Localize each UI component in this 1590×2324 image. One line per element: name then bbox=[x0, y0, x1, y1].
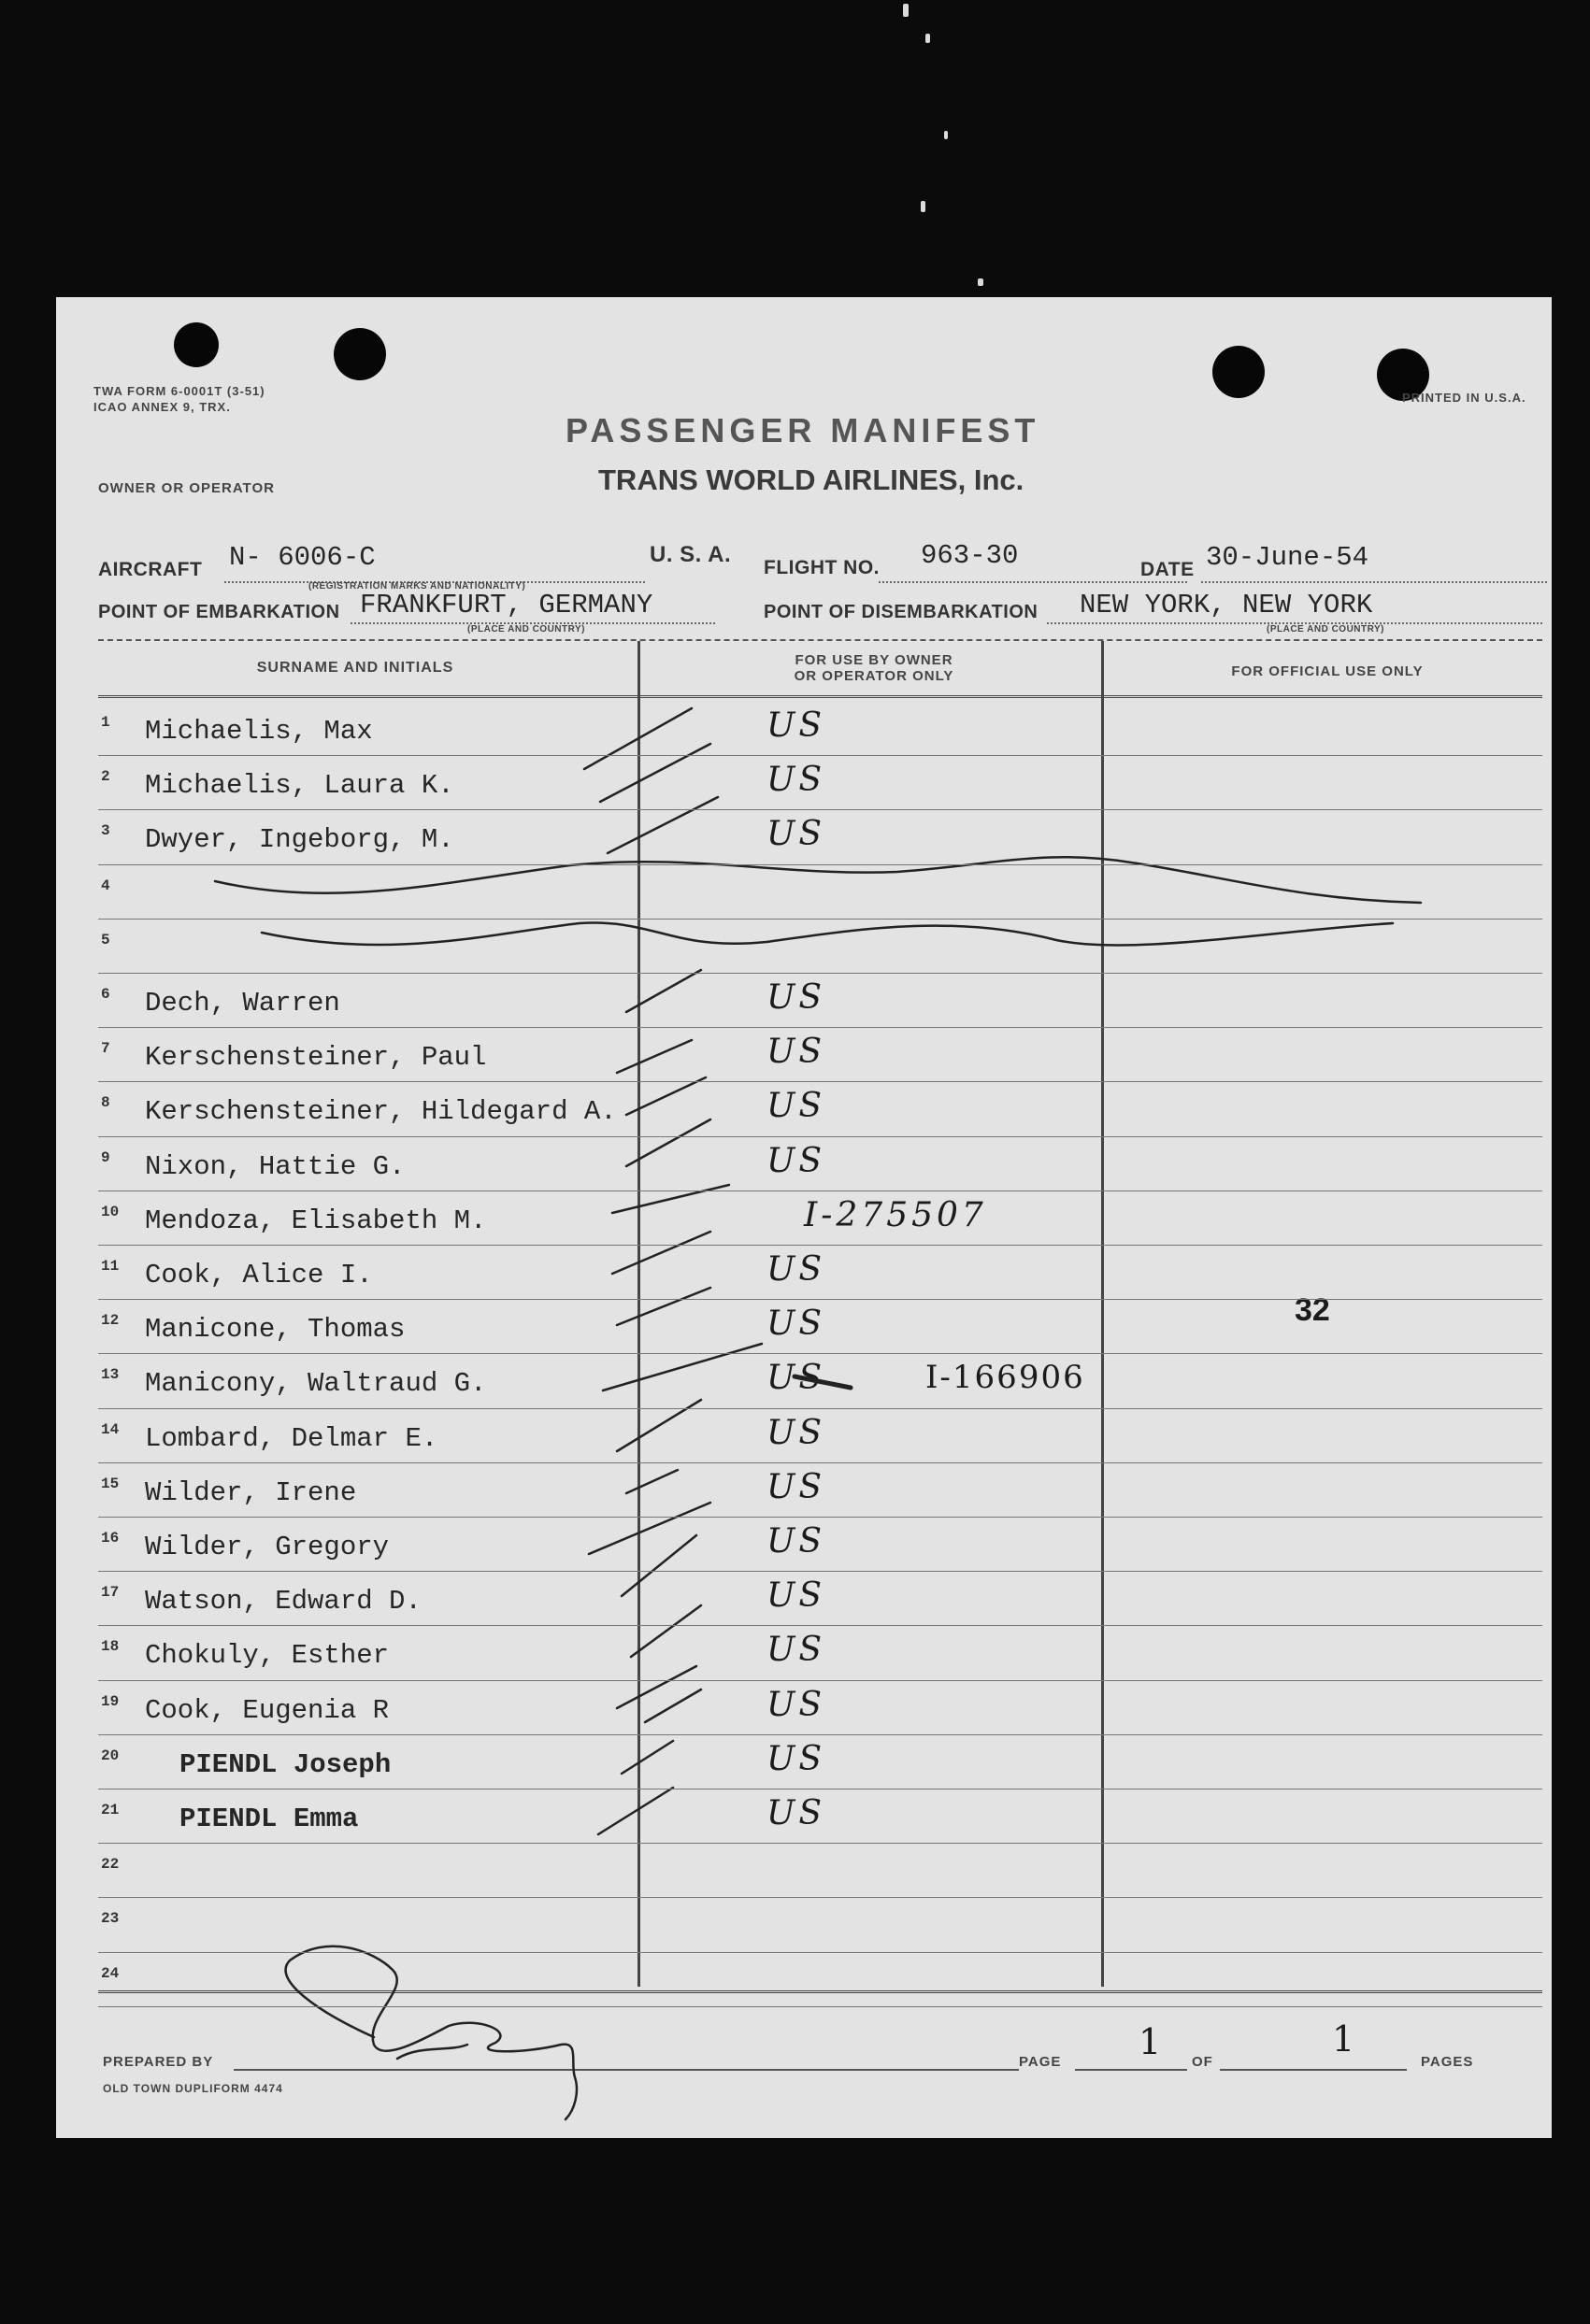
passenger-name: Kerschensteiner, Paul bbox=[145, 1042, 487, 1074]
check-mark bbox=[598, 1788, 673, 1834]
passenger-name: Manicony, Waltraud G. bbox=[145, 1368, 487, 1400]
row-rule bbox=[98, 1680, 1542, 1681]
check-mark bbox=[603, 1344, 762, 1390]
row-number: 19 bbox=[101, 1692, 120, 1710]
date-value: 30-June-54 bbox=[1206, 542, 1369, 573]
strike-line-row-5 bbox=[262, 923, 1393, 946]
row-number: 24 bbox=[101, 1964, 120, 1982]
operator-code: US bbox=[766, 815, 826, 854]
row-rule bbox=[98, 1571, 1542, 1572]
printed-in: PRINTED IN U.S.A. bbox=[1402, 391, 1526, 405]
column-header-owner-2: OR OPERATOR ONLY bbox=[794, 668, 954, 684]
row-number: 20 bbox=[101, 1747, 120, 1764]
disembarkation-label: POINT OF DISEMBARKATION bbox=[764, 602, 1039, 622]
row-rule bbox=[98, 1027, 1542, 1028]
column-header-official: FOR OFFICIAL USE ONLY bbox=[1231, 663, 1424, 679]
passenger-name: Cook, Alice I. bbox=[145, 1260, 373, 1290]
row-number: 18 bbox=[101, 1638, 120, 1656]
passenger-name: Nixon, Hattie G. bbox=[145, 1150, 406, 1182]
operator-code: US bbox=[766, 1522, 826, 1561]
strike-over-us bbox=[795, 1376, 851, 1388]
passenger-name: Cook, Eugenia R bbox=[145, 1694, 390, 1726]
operator-code: US bbox=[766, 1087, 826, 1126]
row-number: 14 bbox=[101, 1420, 120, 1438]
column-header-owner-1: FOR USE BY OWNER bbox=[795, 652, 953, 668]
operator-code: US bbox=[766, 1141, 826, 1180]
check-mark bbox=[589, 1503, 710, 1554]
embarkation-caption: (PLACE AND COUNTRY) bbox=[467, 624, 585, 634]
check-mark bbox=[622, 1741, 673, 1774]
passenger-name: Manicone, Thomas bbox=[145, 1314, 406, 1346]
registration-caption: (REGISTRATION MARKS AND NATIONALITY) bbox=[308, 581, 526, 592]
passenger-name: Michaelis, Laura K. bbox=[145, 770, 454, 802]
row-number: 22 bbox=[101, 1856, 120, 1874]
page-label: PAGE bbox=[1019, 2054, 1062, 2070]
row-number: 16 bbox=[101, 1530, 120, 1547]
passenger-name: PIENDL Joseph bbox=[179, 1748, 392, 1780]
passenger-name: Kerschensteiner, Hildegard A. bbox=[145, 1096, 617, 1128]
nationality: U. S. A. bbox=[650, 542, 732, 567]
row-rule bbox=[98, 1843, 1542, 1844]
operator-code: US bbox=[766, 1739, 826, 1778]
row-number: 10 bbox=[101, 1203, 120, 1220]
operator-code: I-275507 bbox=[804, 1195, 987, 1234]
row-rule bbox=[98, 2006, 1542, 2007]
operator-code: US bbox=[766, 1033, 826, 1072]
row-number: 1 bbox=[101, 714, 110, 731]
check-mark bbox=[626, 1470, 678, 1493]
passenger-name: PIENDL Emma bbox=[179, 1804, 359, 1834]
check-mark bbox=[631, 1605, 701, 1657]
of-value: 1 bbox=[1332, 2018, 1355, 2060]
row-number: 12 bbox=[101, 1312, 120, 1330]
passenger-name: Wilder, Irene bbox=[145, 1476, 357, 1508]
check-mark bbox=[600, 744, 710, 802]
row-number: 7 bbox=[101, 1040, 110, 1058]
operator-code: US bbox=[766, 1794, 826, 1832]
check-mark bbox=[612, 1185, 729, 1213]
row-rule bbox=[98, 809, 1542, 810]
operator-code: US bbox=[766, 1576, 826, 1616]
airline-name: TRANS WORLD AIRLINES, Inc. bbox=[598, 463, 1024, 496]
operator-note: I-166906 bbox=[925, 1359, 1085, 1397]
prepared-by-label: PREPARED BY bbox=[103, 2054, 214, 2070]
row-number: 9 bbox=[101, 1148, 110, 1166]
date-label: DATE bbox=[1140, 559, 1195, 580]
check-mark bbox=[626, 1077, 706, 1115]
pages-label: PAGES bbox=[1421, 2054, 1474, 2070]
row-number: 3 bbox=[101, 822, 110, 840]
row-rule bbox=[98, 1299, 1542, 1300]
check-mark bbox=[626, 970, 701, 1012]
row-rule bbox=[98, 1952, 1542, 1953]
row-rule bbox=[98, 1625, 1542, 1626]
scan-mark bbox=[978, 278, 983, 286]
passenger-name: Lombard, Delmar E. bbox=[145, 1422, 438, 1454]
embarkation-value: FRANKFURT, GERMANY bbox=[360, 590, 653, 620]
flight-label: FLIGHT NO. bbox=[764, 557, 880, 578]
operator-code: US bbox=[766, 1359, 826, 1398]
check-mark bbox=[645, 1690, 701, 1722]
column-header-surname: SURNAME AND INITIALS bbox=[256, 660, 454, 676]
row-number: 17 bbox=[101, 1584, 120, 1602]
row-number: 13 bbox=[101, 1366, 120, 1384]
flight-value: 963-30 bbox=[921, 540, 1019, 571]
form-title: PASSENGER MANIFEST bbox=[566, 411, 1040, 449]
row-number: 6 bbox=[101, 986, 110, 1003]
row-number: 5 bbox=[101, 931, 110, 948]
signature bbox=[286, 1946, 577, 2119]
row-number: 8 bbox=[101, 1094, 110, 1112]
row-rule bbox=[98, 1462, 1542, 1463]
row-rule bbox=[98, 1408, 1542, 1409]
operator-code: US bbox=[766, 1631, 826, 1670]
row-rule bbox=[98, 864, 1542, 865]
check-mark bbox=[617, 1666, 696, 1708]
row-number: 4 bbox=[101, 877, 110, 894]
check-mark bbox=[612, 1232, 710, 1274]
passenger-name: Wilder, Gregory bbox=[145, 1532, 390, 1562]
check-mark bbox=[584, 708, 692, 769]
passenger-name: Mendoza, Elisabeth M. bbox=[145, 1205, 487, 1236]
scan-mark bbox=[925, 34, 930, 43]
passenger-name: Dech, Warren bbox=[145, 988, 340, 1019]
row-number: 2 bbox=[101, 768, 110, 786]
operator-code: US bbox=[766, 1305, 826, 1344]
scan-mark bbox=[944, 131, 948, 139]
check-mark bbox=[617, 1040, 692, 1073]
scan-mark bbox=[921, 201, 925, 212]
printer-imprint: OLD TOWN DUPLIFORM 4474 bbox=[103, 2082, 283, 2095]
form-id-line2: ICAO ANNEX 9, TRX. bbox=[93, 400, 231, 414]
check-mark bbox=[617, 1288, 710, 1325]
row-number: 23 bbox=[101, 1910, 120, 1928]
row-number: 11 bbox=[101, 1258, 120, 1275]
check-mark bbox=[626, 1119, 710, 1166]
disembarkation-caption: (PLACE AND COUNTRY) bbox=[1267, 624, 1384, 634]
operator-code: US bbox=[766, 1467, 826, 1506]
passenger-name: Chokuly, Esther bbox=[145, 1640, 390, 1672]
check-mark bbox=[622, 1535, 696, 1596]
row-rule bbox=[98, 973, 1542, 974]
operator-code: US bbox=[766, 1685, 826, 1724]
operator-code: US bbox=[766, 1250, 826, 1289]
row-rule bbox=[98, 1245, 1542, 1246]
owner-label: OWNER OR OPERATOR bbox=[98, 480, 275, 496]
aircraft-label: AIRCRAFT bbox=[98, 559, 203, 580]
row-rule bbox=[98, 1734, 1542, 1735]
row-rule bbox=[98, 919, 1542, 920]
operator-code: US bbox=[766, 706, 826, 745]
operator-code: US bbox=[766, 978, 826, 1017]
operator-code: US bbox=[766, 1413, 826, 1452]
row-rule bbox=[98, 1517, 1542, 1518]
scan-mark bbox=[903, 4, 909, 17]
embarkation-label: POINT OF EMBARKATION bbox=[98, 602, 340, 622]
operator-code: US bbox=[766, 761, 826, 800]
manifest-sheet bbox=[56, 297, 1552, 2138]
row-rule bbox=[98, 1081, 1542, 1082]
row-rule bbox=[98, 1136, 1542, 1137]
of-label: OF bbox=[1192, 2054, 1213, 2070]
aircraft-value: N- 6006-C bbox=[229, 542, 376, 573]
check-mark bbox=[608, 797, 718, 853]
passenger-name: Dwyer, Ingeborg, M. bbox=[145, 824, 454, 856]
row-number: 21 bbox=[101, 1802, 120, 1818]
form-id-line1: TWA FORM 6-0001T (3-51) bbox=[93, 384, 265, 398]
page-value: 1 bbox=[1139, 2021, 1162, 2062]
row-rule bbox=[98, 1897, 1542, 1898]
row-number: 15 bbox=[101, 1475, 120, 1492]
disembarkation-value: NEW YORK, NEW YORK bbox=[1080, 590, 1373, 620]
row-rule bbox=[98, 1353, 1542, 1354]
passenger-name: Michaelis, Max bbox=[145, 716, 373, 747]
row-rule bbox=[98, 755, 1542, 756]
passenger-name: Watson, Edward D. bbox=[145, 1586, 422, 1618]
handwritten-marks bbox=[56, 297, 1552, 2138]
official-use-mark: 32 bbox=[1295, 1292, 1330, 1328]
